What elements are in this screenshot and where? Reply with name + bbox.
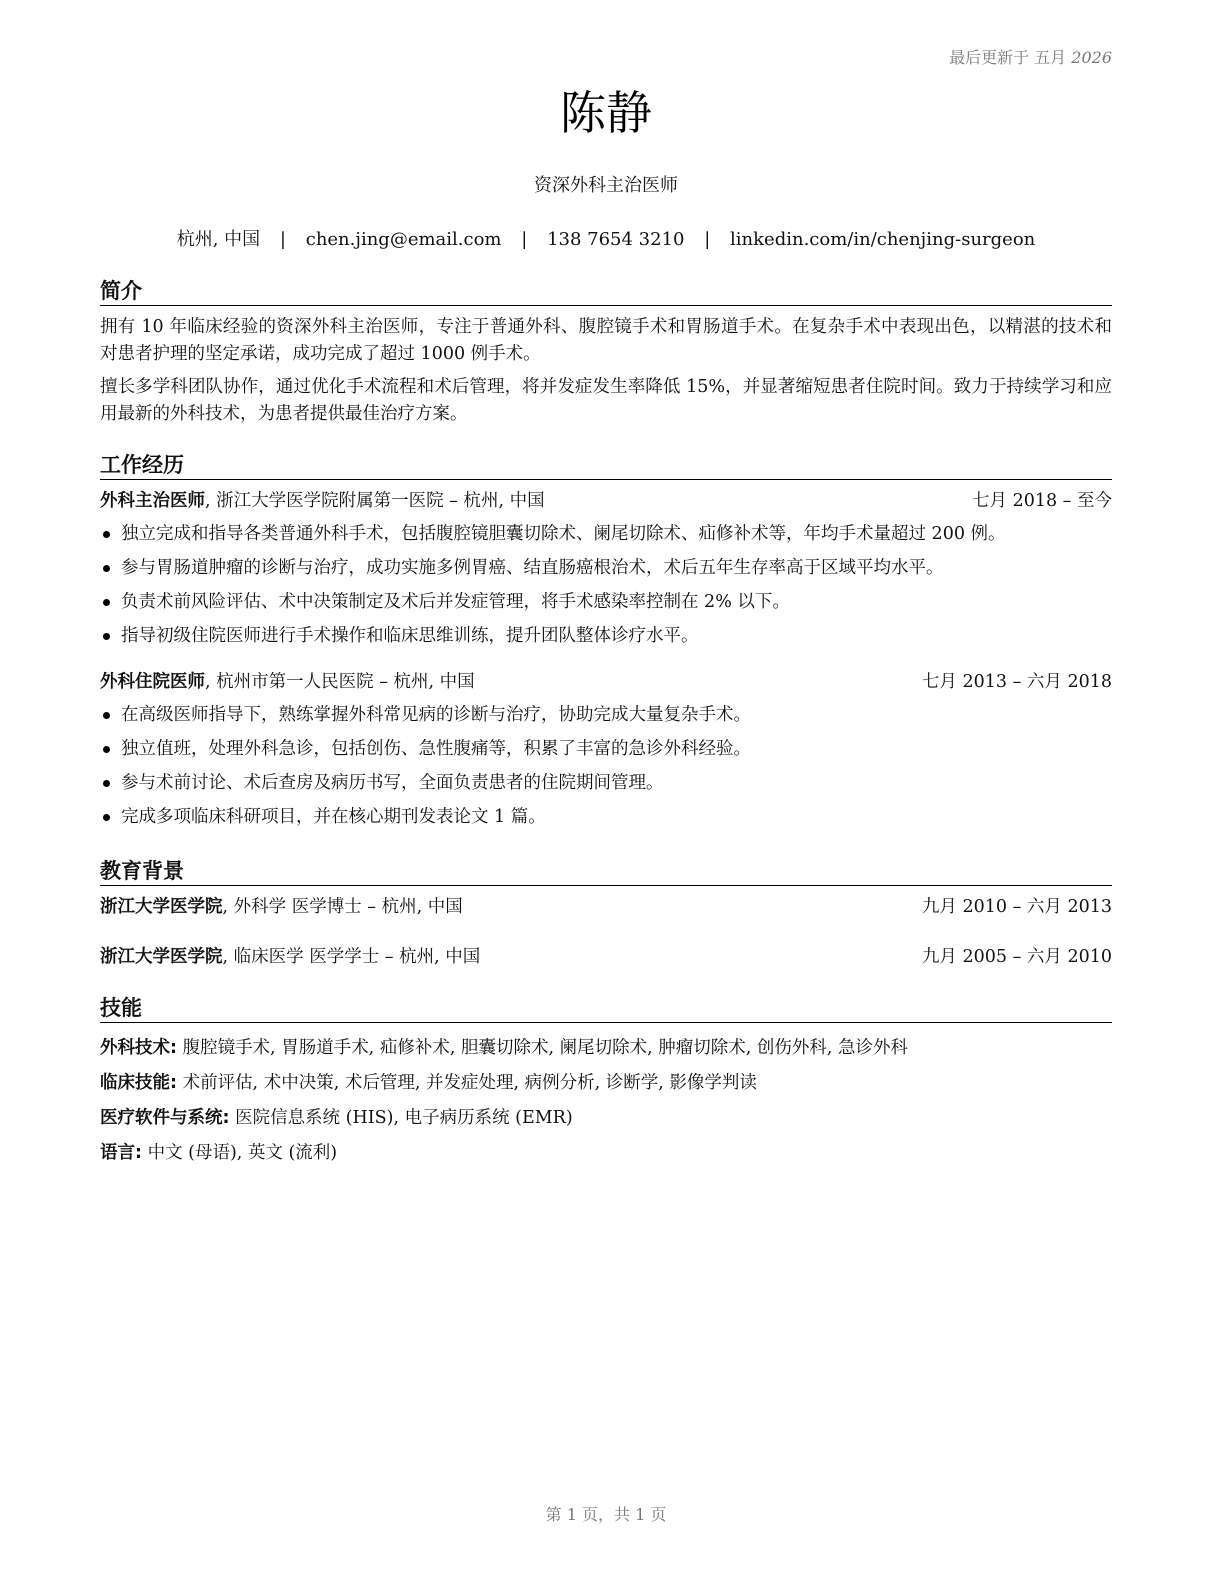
skill-value: 医院信息系统 (HIS), 电子病历系统 (EMR) [229,1108,573,1128]
contact-email[interactable]: chen.jing@email.com [305,229,502,250]
education-degree: , 外科学 医学博士 – 杭州, 中国 [222,897,463,917]
skill-row [100,1031,1112,1066]
skill-label: 临床技能: [100,1073,177,1093]
education-degree: , 临床医学 医学学士 – 杭州, 中国 [222,947,481,967]
skill-label: 医疗软件与系统: [100,1108,230,1128]
skill-value: 术前评估, 术中决策, 术后管理, 并发症处理, 病例分析, 诊断学, 影像学判读 [177,1073,757,1093]
job-employer: , 浙江大学医学院附属第一医院 – 杭州, 中国 [205,491,545,511]
job-dates: 七月 2013 – 六月 2018 [921,672,1112,692]
summary-paragraph: 擅长多学科团队协作，通过优化手术流程和术后管理，将并发症发生率降低 15%，并显著缩短患者住院时间。致力于持续学习和应用最新的外科技术，为患者提供最佳治疗方案。 [100,377,1112,424]
job-bullet: 独立值班，处理外科急诊，包括创伤、急性腹痛等，积累了丰富的急诊外科经验。 [100,732,1112,766]
skill-label: 语言: [100,1143,142,1163]
job-position: 外科住院医师 [100,672,205,692]
summary-section [100,277,1112,434]
job-bullet: 完成多项临床科研项目，并在核心期刊发表论文 1 篇。 [100,800,1112,834]
job-bullet: 指导初级住院医师进行手术操作和临床思维训练，提升团队整体诊疗水平。 [100,619,1112,653]
education-dates: 九月 2010 – 六月 2013 [921,897,1112,917]
education-heading [100,894,463,921]
job-heading [100,669,475,696]
contact-location: 杭州, 中国 [176,229,261,250]
contact-separator: | [279,229,286,250]
job-bullet: 独立完成和指导各类普通外科手术，包括腹腔镜胆囊切除术、阑尾切除术、疝修补术等，年均手术量超过 200 例。 [100,517,1112,551]
contact-linkedin[interactable]: linkedin.com/in/chenjing-surgeon [730,229,1036,250]
job-entry [100,669,1112,834]
contact-phone: 138 7654 3210 [547,229,685,250]
job-position: 外科主治医师 [100,491,205,511]
job-dates: 七月 2018 – 至今 [972,491,1112,511]
education-section [100,857,1112,971]
experience-title: 工作经历 [100,451,1112,480]
education-entry [100,894,1112,921]
job-bullet: 参与术前讨论、术后查房及病历书写，全面负责患者的住院期间管理。 [100,766,1112,800]
job-employer: , 杭州市第一人民医院 – 杭州, 中国 [205,672,475,692]
summary-title: 简介 [100,277,1112,306]
job-bullets [100,698,1112,834]
experience-section [100,451,1112,834]
job-header [100,669,1112,696]
skills-section [100,994,1112,1171]
education-school: 浙江大学医学院 [100,947,223,967]
education-heading [100,944,480,971]
skills-title: 技能 [100,994,1112,1023]
education-title: 教育背景 [100,857,1112,886]
candidate-headline: 资深外科主治医师 [534,175,678,196]
skill-row [100,1136,1112,1171]
last-updated [949,45,1112,68]
job-header [100,488,1112,515]
candidate-name: 陈静 [560,86,652,140]
education-school: 浙江大学医学院 [100,897,223,917]
resume-page [100,0,1112,1584]
contact-line [100,225,1112,251]
last-updated-prefix: 最后更新于 五月 [949,48,1072,67]
job-bullets [100,517,1112,653]
job-entry [100,488,1112,653]
skill-value: 中文 (母语), 英文 (流利) [142,1143,338,1163]
contact-separator: | [521,229,528,250]
job-bullet: 在高级医师指导下，熟练掌握外科常见病的诊断与治疗，协助完成大量复杂手术。 [100,698,1112,732]
page-number: 第 1 页，共 1 页 [545,1505,667,1524]
skill-label: 外科技术: [100,1038,177,1058]
contact-separator: | [704,229,711,250]
skill-row [100,1066,1112,1101]
job-bullet: 负责术前风险评估、术中决策制定及术后并发症管理，将手术感染率控制在 2% 以下。 [100,585,1112,619]
job-heading [100,488,545,515]
education-entry [100,944,1112,971]
summary-paragraph: 拥有 10 年临床经验的资深外科主治医师，专注于普通外科、腹腔镜手术和胃肠道手术。在复杂手术中表现出色，以精湛的技术和对患者护理的坚定承诺，成功完成了超过 1000 例手术。 [100,317,1112,364]
last-updated-year: 2026 [1071,48,1112,67]
skill-value: 腹腔镜手术, 胃肠道手术, 疝修补术, 胆囊切除术, 阑尾切除术, 肿瘤切除术, 创伤外科, 急诊外科 [177,1038,908,1058]
education-dates: 九月 2005 – 六月 2010 [921,947,1112,967]
job-bullet: 参与胃肠道肿瘤的诊断与治疗，成功实施多例胃癌、结直肠癌根治术，术后五年生存率高于区域平均水平。 [100,551,1112,585]
skill-row [100,1101,1112,1136]
